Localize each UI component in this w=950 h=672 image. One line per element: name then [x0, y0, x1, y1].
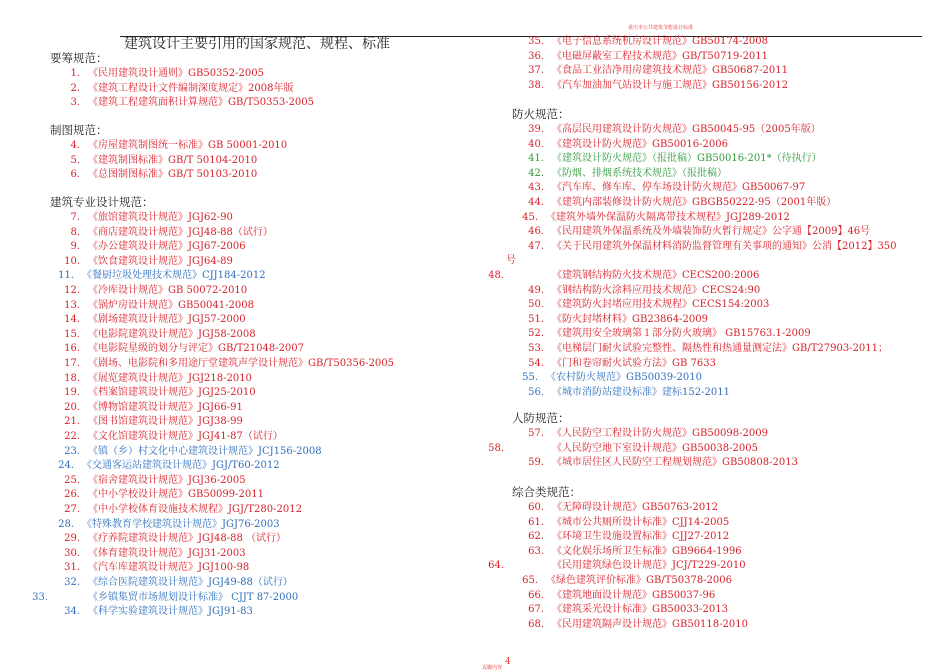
item-text: 《建筑设计防火规范》GB50016-2006 — [552, 138, 728, 150]
item-text: 《剧场建筑设计规范》JGJ57-2000 — [88, 314, 246, 326]
item-number: 57. — [528, 428, 544, 439]
item-number: 45. — [522, 211, 538, 223]
standard-item — [55, 548, 246, 560]
item-number: 9. — [70, 241, 80, 253]
standard-item — [55, 83, 293, 95]
item-text: 《电磁屏蔽室工程技术规范》GB/T50719-2011 — [552, 50, 769, 62]
item-number: 12. — [64, 285, 80, 296]
standard-item — [49, 270, 266, 282]
item-text: 《档案馆建筑设计规范》JGJ25-2010 — [88, 387, 256, 399]
item-text: 《环境卫生设施设置标准》CJJ27-2012 — [552, 531, 730, 543]
standard-item — [55, 504, 302, 516]
standard-item — [55, 373, 252, 385]
item-text: 《建筑外墙外保温防火隔离带技术规程》JGJ289-2012 — [546, 211, 790, 223]
item-number: 53. — [528, 343, 544, 354]
item-text: 《疗养院建筑设计规范》JGJ48-88 （试行） — [88, 533, 287, 545]
item-number: 55. — [522, 372, 538, 384]
section-heading: 建筑专业设计规范： — [50, 195, 154, 209]
item-text: 《建筑内部装修设计防火规范》GBGB50222-95（2001年版） — [552, 197, 837, 208]
standard-item — [55, 155, 257, 167]
item-text: 《旅馆建筑设计规范》JGJ62-90 — [88, 212, 233, 223]
item-text: 《关于民用建筑外保温材料消防监督管理有关事项的通知》公消【2012】350 — [552, 240, 897, 252]
item-text: 《人民防空地下室设计规范》GB50038-2005 — [552, 442, 758, 454]
standard-item — [55, 241, 246, 253]
item-number: 30. — [64, 547, 80, 559]
item-number: 17. — [64, 358, 80, 369]
item-number: 34. — [64, 606, 80, 618]
item-number: 46. — [528, 226, 544, 238]
standard-item — [55, 329, 256, 341]
item-text: 《高层民用建筑设计防火规范》GB50045-95（2005年版） — [552, 124, 821, 135]
item-number: 18. — [64, 372, 80, 384]
item-text: 《博物馆建筑设计规范》JGJ66-91 — [88, 401, 243, 413]
item-number: 59. — [528, 457, 544, 469]
item-text: 《城市公共厕所设计标准》CJJ14-2005 — [552, 516, 730, 528]
item-number: 29. — [64, 533, 80, 545]
item-number: 8. — [70, 226, 80, 238]
standard-item — [520, 590, 715, 602]
item-number: 7. — [70, 212, 80, 223]
section-heading: 综合类规范： — [512, 485, 581, 499]
standard-item — [55, 343, 304, 355]
page-number: 4 — [505, 657, 511, 667]
item-text: 《民用建筑外保温系统及外墙装饰防火暂行规定》公字通【2009】46号 — [552, 226, 871, 238]
standard-item — [520, 546, 742, 558]
standard-item — [520, 182, 805, 194]
item-text: 《电子信息系统机房设计规范》GB50174-2008 — [552, 36, 768, 47]
standard-item — [49, 519, 280, 531]
document-title: 建筑设计主要引用的国家规范、规程、标准 — [124, 36, 390, 52]
item-number: 25. — [64, 474, 80, 486]
item-number: 6. — [70, 169, 80, 181]
standard-item — [520, 428, 768, 440]
item-number: 13. — [64, 299, 80, 311]
standard-item — [520, 168, 727, 180]
standard-item — [55, 227, 273, 239]
item-number: 31. — [64, 562, 80, 574]
item-text: 《特殊教育学校建筑设计规范》JGJ76-2003 — [82, 518, 280, 530]
standard-item — [55, 562, 249, 574]
item-number: 3. — [70, 97, 80, 109]
standard-item — [520, 36, 768, 48]
standard-item — [520, 619, 748, 631]
standard-item — [49, 460, 280, 472]
standard-item — [55, 489, 264, 501]
standard-item — [55, 606, 253, 618]
item-text: 《建筑工程设计文件编制深度规定》2008年版 — [88, 82, 294, 94]
item-text: 《门和卷帘耐火试验方法》GB 7633 — [552, 357, 716, 369]
item-number: 32. — [64, 577, 80, 588]
standard-item — [23, 592, 298, 604]
item-number: 35. — [528, 36, 544, 47]
standard-item — [520, 502, 718, 514]
standard-item — [520, 65, 788, 77]
standard-item — [520, 328, 811, 340]
item-text: 《乡镇集贸市场规划设计标准》 CJJT 87-2000 — [88, 591, 299, 603]
standard-item — [55, 358, 394, 370]
standard-item — [520, 358, 716, 370]
item-text: 《建筑钢结构防火技术规范》CECS200:2006 — [552, 270, 760, 281]
item-text: 《文化馆建筑设计规范》JGJ41-87（试行） — [88, 431, 283, 442]
item-text: 《防火封堵材料》GB23864-2009 — [552, 313, 708, 325]
item-number: 16. — [64, 343, 80, 355]
item-number: 52. — [528, 328, 544, 340]
standard-item — [55, 431, 283, 443]
standard-item — [520, 197, 836, 209]
item-number: 54. — [528, 357, 544, 369]
item-text: 《饮食建筑设计规范》JGJ64-89 — [88, 255, 233, 267]
item-text: 《办公建筑设计规范》JGJ67-2006 — [88, 241, 246, 253]
standard-item — [55, 402, 243, 414]
standard-item — [480, 443, 758, 455]
item-number: 33. — [32, 591, 48, 603]
item-number: 36. — [528, 50, 544, 62]
item-number: 40. — [528, 138, 544, 150]
item-text: 《展览建筑设计规范》JGJ218-2010 — [88, 372, 252, 384]
item-number: 42. — [528, 167, 544, 179]
item-number: 4. — [70, 140, 80, 151]
section-heading: 防火规范： — [512, 107, 570, 121]
standard-item — [55, 314, 246, 326]
item-number: 56. — [528, 386, 544, 398]
item-text: 《农村防火规范》GB50039-2010 — [546, 372, 702, 384]
item-text: 《电梯层门耐火试验完整性、隔热性和热通量测定法》GB/T27903-2011； — [552, 343, 889, 354]
item-text: 《冷库设计规范》GB 50072-2010 — [88, 285, 248, 296]
standard-item — [480, 560, 746, 572]
standard-item — [55, 577, 293, 589]
item-number: 67. — [528, 604, 544, 616]
item-number: 19. — [64, 387, 80, 399]
item-number: 37. — [528, 65, 544, 77]
item-text: 《建筑设计防火规范》（报批稿）GB50016-201*（待执行） — [552, 153, 822, 165]
standard-item — [55, 212, 233, 224]
item-number: 63. — [528, 545, 544, 557]
standard-item — [520, 314, 708, 326]
item-text: 《镇（乡）村文化中心建筑设计规范》JCJ156-2008 — [88, 445, 322, 457]
item-number: 64. — [488, 560, 504, 572]
item-number: 61. — [528, 516, 544, 528]
item-text: 《餐厨垃圾处理技术规范》CJJ184-2012 — [82, 270, 266, 282]
standard-item — [520, 51, 768, 63]
item-number: 51. — [528, 313, 544, 325]
standard-item — [55, 169, 257, 181]
standard-item — [55, 97, 314, 109]
item-number: 15. — [64, 328, 80, 340]
item-number: 22. — [64, 431, 80, 442]
item-text: 《民用建筑绿色设计规范》JCJ/T229-2010 — [552, 560, 746, 572]
section-heading: 要筹规范： — [50, 51, 108, 65]
item-number: 28. — [58, 518, 74, 530]
item-number: 65. — [522, 575, 538, 586]
item-number: 58. — [488, 442, 504, 454]
header-note: 重庆市公共建筑节能设计标准 — [628, 25, 694, 31]
item-text: 《商店建筑设计规范》JGJ48-88（试行） — [88, 226, 273, 238]
item-number: 66. — [528, 589, 544, 601]
item-text: 《交通客运站建筑设计规范》JGJ/T60-2012 — [82, 460, 280, 472]
standard-item — [514, 212, 790, 224]
standard-item — [520, 241, 897, 253]
item-number: 44. — [528, 197, 544, 208]
item-number: 2. — [70, 82, 80, 94]
item-text: 《综合医院建筑设计规范》JGJ49-88（试行） — [88, 577, 293, 588]
standard-item — [55, 416, 243, 428]
standard-item — [480, 270, 759, 282]
item-number: 14. — [64, 314, 80, 326]
item-text: 《城市消防站建设标准》建标152-2011 — [552, 386, 730, 398]
item-text: 《建筑用安全玻璃第１部分防火玻璃》 GB15763.1-2009 — [552, 328, 811, 340]
item-text: 《图书馆建筑设计规范》JGJ38-99 — [88, 416, 243, 428]
standard-item — [520, 343, 888, 355]
item-number: 47. — [528, 240, 544, 252]
item-text: 《中小学校设计规范》GB50099-2011 — [88, 489, 264, 501]
item-number: 1. — [70, 68, 80, 79]
wrapped-line: 号 — [506, 255, 516, 267]
item-text: 《绿色建筑评价标准》GB/T50378-2006 — [546, 575, 733, 586]
standard-item — [520, 80, 788, 92]
item-text: 《电影院建筑设计规范》JGJ58-2008 — [88, 328, 256, 340]
standard-item — [520, 226, 870, 238]
item-number: 41. — [528, 153, 544, 165]
standard-item — [55, 285, 247, 297]
item-number: 49. — [528, 284, 544, 296]
item-text: 《中小学校体育设施技术规程》JGJ/T280-2012 — [88, 504, 302, 515]
item-number: 62. — [528, 531, 544, 543]
standard-item — [520, 299, 769, 311]
item-number: 11. — [58, 270, 74, 282]
item-text: 《防烟、排烟系统技术规范》（报批稿） — [552, 167, 727, 179]
item-number: 50. — [528, 299, 544, 311]
item-number: 43. — [528, 182, 544, 194]
item-text: 《钢结构防火涂料应用技术规范》CECS24:90 — [552, 284, 761, 296]
standard-item — [520, 139, 728, 151]
item-text: 《剧场、电影院和多用途厅堂建筑声学设计规范》GB/T50356-2005 — [88, 358, 395, 369]
section-heading: 制图规范： — [50, 123, 108, 137]
section-heading: 人防规范： — [512, 411, 570, 425]
standard-item — [55, 533, 286, 545]
standard-item — [520, 153, 822, 165]
item-number: 20. — [64, 401, 80, 413]
standard-item — [520, 387, 730, 399]
standard-item — [514, 575, 732, 587]
item-text: 《电影院星级的划分与评定》GB/T21048-2007 — [88, 343, 305, 355]
item-text: 《汽车加油加气站设计与施工规范》GB50156-2012 — [552, 79, 788, 91]
item-text: 《民用建筑隔声设计规范》GB50118-2010 — [552, 618, 748, 630]
standard-item — [55, 300, 254, 312]
standard-item — [55, 256, 233, 268]
footer-note: 页脚内容 — [482, 665, 503, 671]
item-number: 39. — [528, 124, 544, 135]
item-text: 《锅炉房设计规范》GB50041-2008 — [88, 299, 254, 311]
item-number: 27. — [64, 504, 80, 515]
item-text: 《建筑制图标准》GB/T 50104-2010 — [88, 154, 258, 166]
standard-item — [520, 517, 729, 529]
item-text: 《食品工业洁净用房建筑技术规范》GB50687-2011 — [552, 65, 788, 77]
item-number: 24. — [58, 460, 74, 472]
standard-item — [520, 457, 798, 469]
standard-item — [55, 475, 246, 487]
item-text: 《体育建筑设计规范》JGJ31-2003 — [88, 547, 246, 559]
item-text: 《总图制图标准》GB/T 50103-2010 — [88, 169, 258, 181]
item-text: 《建筑采光设计标准》GB50033-2013 — [552, 604, 728, 616]
item-text: 《建筑地面设计规范》GB50037-96 — [552, 589, 716, 601]
item-number: 26. — [64, 489, 80, 501]
item-text: 《城市居住区人民防空工程规划规范》GB50808-2013 — [552, 457, 798, 469]
item-text: 《民用建筑设计通则》GB50352-2005 — [88, 68, 264, 79]
item-text: 《汽车库建筑设计规范》JGJ100-98 — [88, 562, 250, 574]
item-text: 《人民防空工程设计防火规范》GB50098-2009 — [552, 428, 768, 439]
standard-item — [520, 285, 760, 297]
item-text: 《建筑防火封堵应用技术规程》CECS154:2003 — [552, 299, 770, 311]
item-text: 《无障碍设计规范》GB50763-2012 — [552, 502, 718, 513]
item-text: 《宿舍建筑设计规范》JGJ36-2005 — [88, 474, 246, 486]
item-text: 《汽车库、修车库、停车场设计防火规范》GB50067-97 — [552, 182, 806, 194]
standard-item — [55, 140, 287, 152]
item-number: 38. — [528, 79, 544, 91]
item-number: 21. — [64, 416, 80, 428]
standard-item — [55, 68, 264, 80]
standard-item — [520, 531, 729, 543]
item-text: 《房屋建筑制图统一标准》GB 50001-2010 — [88, 140, 288, 151]
standard-item — [514, 372, 702, 384]
item-number: 60. — [528, 502, 544, 513]
item-number: 48. — [488, 270, 504, 281]
item-text: 《文化娱乐场所卫生标准》GB9664-1996 — [552, 545, 742, 557]
item-text: 《建筑工程建筑面积计算规范》GB/T50353-2005 — [88, 97, 315, 109]
item-number: 10. — [64, 255, 80, 267]
item-number: 23. — [64, 445, 80, 457]
item-text: 《科学实验建筑设计规范》JGJ91-83 — [88, 606, 253, 618]
item-number: 5. — [70, 154, 80, 166]
standard-item — [55, 446, 322, 458]
standard-item — [520, 124, 821, 136]
item-number: 68. — [528, 618, 544, 630]
standard-item — [55, 387, 256, 399]
standard-item — [520, 604, 728, 616]
